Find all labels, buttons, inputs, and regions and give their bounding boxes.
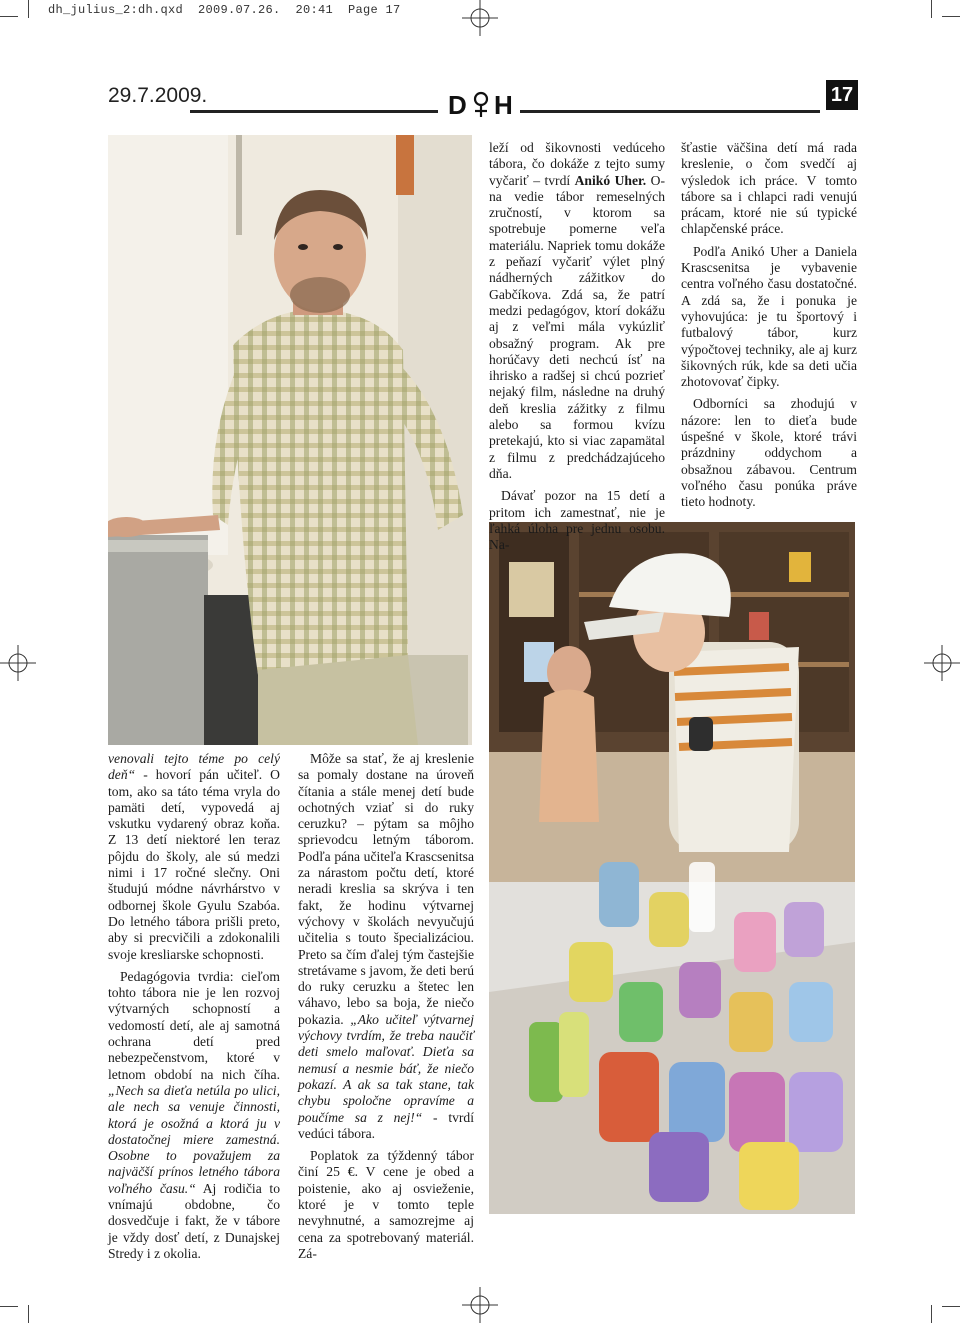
crop-mark xyxy=(931,1305,932,1323)
article-paragraph xyxy=(298,751,474,1142)
header-rule xyxy=(520,110,820,113)
issue-date: 29.7.2009. xyxy=(108,84,208,107)
body-text: - hovorí pán učiteľ. O tom, ako sa táto téma vryla do pamäti detí, vypovedá aj vskutku vydarený obraz koňa. Z 13 detí niektoré len teraz pôjdu do školy, ale sú medzi nimi i 17 ročné slečny. Oni študujú módne návrhárstvo v odbornej škole Gyulu Szabóa. Do letného tábora prišli preto, aby si precvičili a zdokonalili svoje kresliarske schopnosti. xyxy=(108,767,280,962)
body-text: Poplatok za týždenný tábor činí 25 €. V cene je obed a poistenie, ako aj osvieženie, ktoré je v tomto teple nevyhnutné, a samozrejme aj cena za spotrebovaný materiál. Zá- xyxy=(298,1148,474,1261)
body-text: Aj rodičia to vnímajú obdobne, čo dosvedčuje i fakt, že v tábore je vždy dosť detí, z Dunajskej Stredy i z okolia. xyxy=(108,1180,280,1261)
bold-text: Anikó Uher. xyxy=(574,172,647,188)
quote-text: „Nech sa dieťa netúla po ulici, ale nech sa venuje činnosti, ktorá je osožná a ktorá ju v dostatočnej miere zamestná. Osobne to považujem za najväčší prínos letného tábora voľného času.“ xyxy=(108,1082,280,1196)
article-paragraph xyxy=(681,244,857,391)
article-paragraph xyxy=(489,140,665,482)
svg-text:D: D xyxy=(448,90,467,120)
article-paragraph xyxy=(298,1148,474,1262)
body-text: Podľa Anikó Uher a Daniela Krascsenitsa je vybavenie centra voľného času dostatočné. A zdá sa, že i ponuka je vyhovujúca: je tu športový i futbalový tábor, kurz výpočtovej techniky, ale aj kurz šikovných rúk, kde sa deti učia zhotovovať čipky. xyxy=(681,243,857,390)
crop-mark xyxy=(28,0,29,18)
newspaper-logo xyxy=(446,88,516,120)
article-paragraph xyxy=(681,396,857,510)
crop-mark xyxy=(0,1306,18,1307)
quote-text: „Ako učiteľ výtvarnej výchovy tvrdím, že treba naučiť deti smelo maľovať. Dieťa sa nemusí a nesmie báť, že niečo pokazí. A ak sa tak stane, tak chybu spoločne opravíme a poučíme sa z nej!“ xyxy=(298,1011,474,1125)
page-number: 17 xyxy=(826,80,858,110)
article-column xyxy=(298,751,474,1268)
article-paragraph xyxy=(681,140,857,238)
registration-mark-icon xyxy=(462,0,498,36)
crop-mark xyxy=(931,0,932,18)
body-text: Odborníci sa zhodujú v názore: len to dieťa bude úspešné v škole, ktoré trávi prázdniny oddychom a obsažnou zábavou. Centrum voľného času ponúka práve tieto hodnoty. xyxy=(681,396,857,510)
article-column xyxy=(489,140,665,559)
registration-mark-icon xyxy=(924,645,960,681)
article-column xyxy=(108,751,280,1268)
crop-mark xyxy=(0,16,18,17)
man-portrait-photo xyxy=(108,135,472,745)
children-painting-photo xyxy=(489,522,855,1214)
header-rule xyxy=(190,110,438,113)
print-slug: dh_julius_2:dh.qxd 2009.07.26. 20:41 Page 17 xyxy=(48,3,401,17)
quote-text: venovali tejto téme po celý deň“ xyxy=(108,751,280,783)
body-text: - tvrdí vedúci tábora. xyxy=(298,1109,474,1141)
crop-mark xyxy=(28,1305,29,1323)
body-text: Pedagógovia tvrdia: cieľom tohto tábora nie je len rozvoj výtvarných schopností a vedomostí detí, ale aj samotná ochrana detí pred nebezpečenstvom, ktoré v letnom období na nich číha. xyxy=(108,968,280,1082)
registration-mark-icon xyxy=(462,1287,498,1323)
article-paragraph xyxy=(108,751,280,963)
crop-mark xyxy=(942,1306,960,1307)
svg-text:H: H xyxy=(494,90,513,120)
article-paragraph xyxy=(489,488,665,553)
article-paragraph xyxy=(108,969,280,1262)
body-text: šťastie väčšina detí má rada kreslenie, o čom svedčí aj výsledok ich práce. V tomto tábore sa i chlapci radi venujú prácam, ktoré nie sú typické chlapčenské práce. xyxy=(681,140,857,237)
body-text: Dávať pozor na 15 detí a pritom ich zamestnať, nie je ľahká úloha pre jednu osobu. Na- xyxy=(489,488,665,553)
body-text: O-na vedie tábor remeselných zručností, v ktorom sa spotrebuje pomerne veľa materiálu. Napriek tomu dokáže z peňazí vyčariť výlet plný nádherných zážitkov do Gabčíkova. Zdá sa, že patrí medzi pedagógov, ktorí dokážu aj z veľmi mála vykúzliť obsažný program. Ak pre horúčavy deti nechcú ísť na ihrisko a radšej si chcú pozrieť nejaký film, následne na druhý deň kreslia zážitky z filmu alebo sa formou kvízu pretekajú, kto si viac zapamätal z filmu z predchádzajúceho dňa. xyxy=(489,172,665,481)
article-column xyxy=(681,140,857,517)
registration-mark-icon xyxy=(0,645,36,681)
crop-mark xyxy=(942,16,960,17)
body-text: leží od šikovnosti vedúceho tábora, čo dokáže z tejto sumy vyčariť – tvrdí xyxy=(489,140,665,188)
body-text: Môže sa stať, že aj kreslenie sa pomaly dostane na úroveň čítania a stále menej detí bude ochotných vziať si do ruky ceruzku? – pýtam sa môjho sprievodcu letným táborom. Podľa pána učiteľa Krascsenitsa za nárastom počtu detí, ktoré neradi kreslia sa skrýva i ten fakt, že hodinu výtvarnej výchovy v školách nevyučujú učitelia s touto špecializáciou. Preto sa čím ďalej tým častejšie stretávame s javom, že deti berú do ruky ceruzku a štetec len váhavo, lebo sa boja, že niečo pokazia. xyxy=(298,751,474,1027)
